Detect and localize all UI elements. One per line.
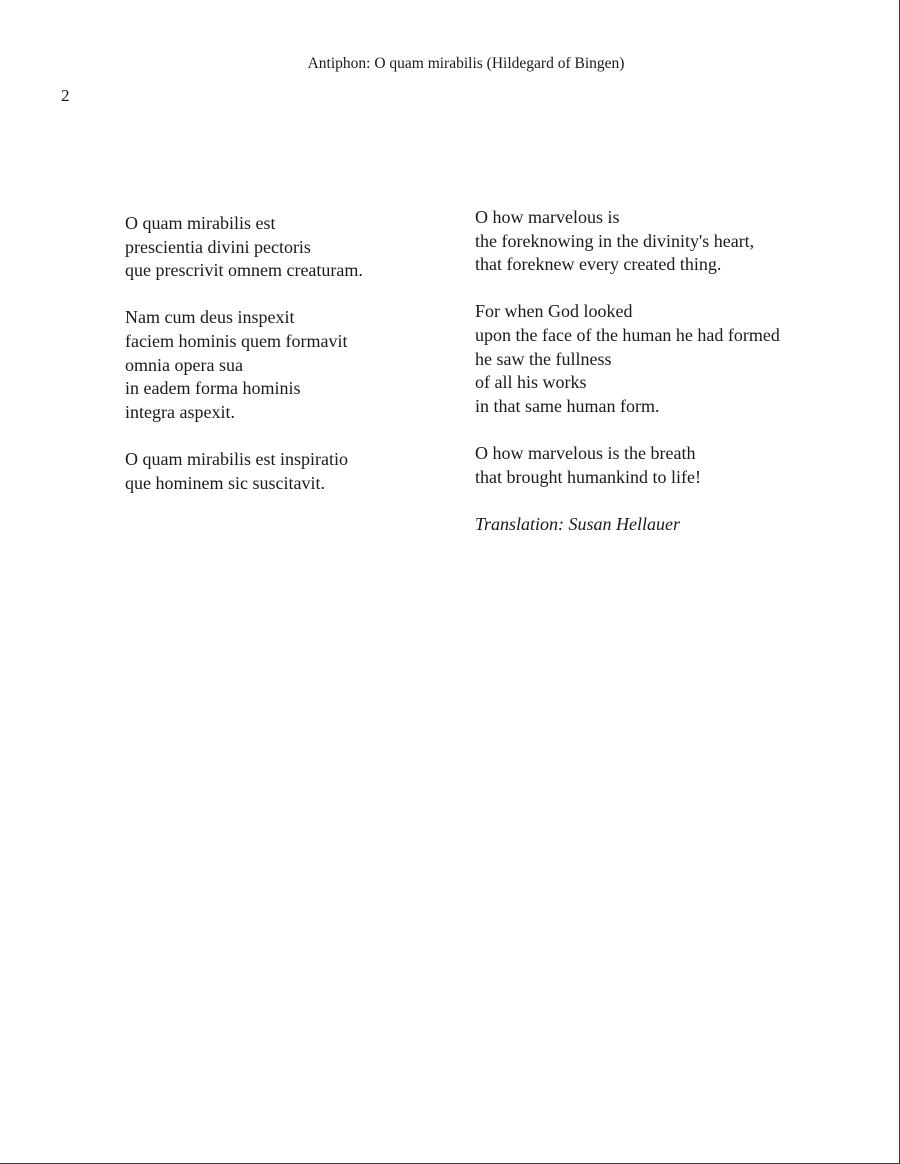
latin-stanza-3 [125,448,455,495]
english-stanza-2 [475,300,875,418]
english-stanza-1 [475,206,875,277]
english-line: that brought humankind to life! [475,466,701,487]
english-line: For when God looked [475,301,633,322]
latin-line: O quam mirabilis est [125,213,276,233]
latin-line: que prescrivit omnem creaturam. [125,260,363,281]
latin-line: faciem hominis quem formavit [125,330,348,351]
latin-stanza-1 [125,212,455,283]
english-line: in that same human form. [475,395,660,416]
english-line: O how marvelous is the breath [475,442,696,463]
latin-stanza-2 [125,306,455,424]
english-line: the foreknowing in the divinity's heart, [475,230,755,251]
latin-line: integra aspexit. [125,401,235,422]
latin-line: que hominem sic suscitavit. [125,472,325,493]
english-line: of all his works [475,372,587,393]
english-stanza-3 [475,442,875,489]
english-line: that foreknew every created thing. [475,254,722,275]
translation-credit: Translation: Susan Hellauer [475,513,681,534]
running-header: Antiphon: O quam mirabilis (Hildegard of Bingen) [307,55,625,72]
latin-line: prescientia divini pectoris [125,236,311,257]
latin-line: O quam mirabilis est inspiratio [125,448,348,469]
page-number: 2 [61,86,70,105]
english-translation-column [475,206,875,536]
english-line: O how marvelous is [475,207,620,227]
latin-line: Nam cum deus inspexit [125,307,295,328]
english-line: he saw the fullness [475,348,612,369]
latin-line: in eadem forma hominis [125,378,301,399]
english-line: upon the face of the human he had formed [475,324,780,345]
latin-line: omnia opera sua [125,354,243,375]
latin-text-column [125,212,455,519]
